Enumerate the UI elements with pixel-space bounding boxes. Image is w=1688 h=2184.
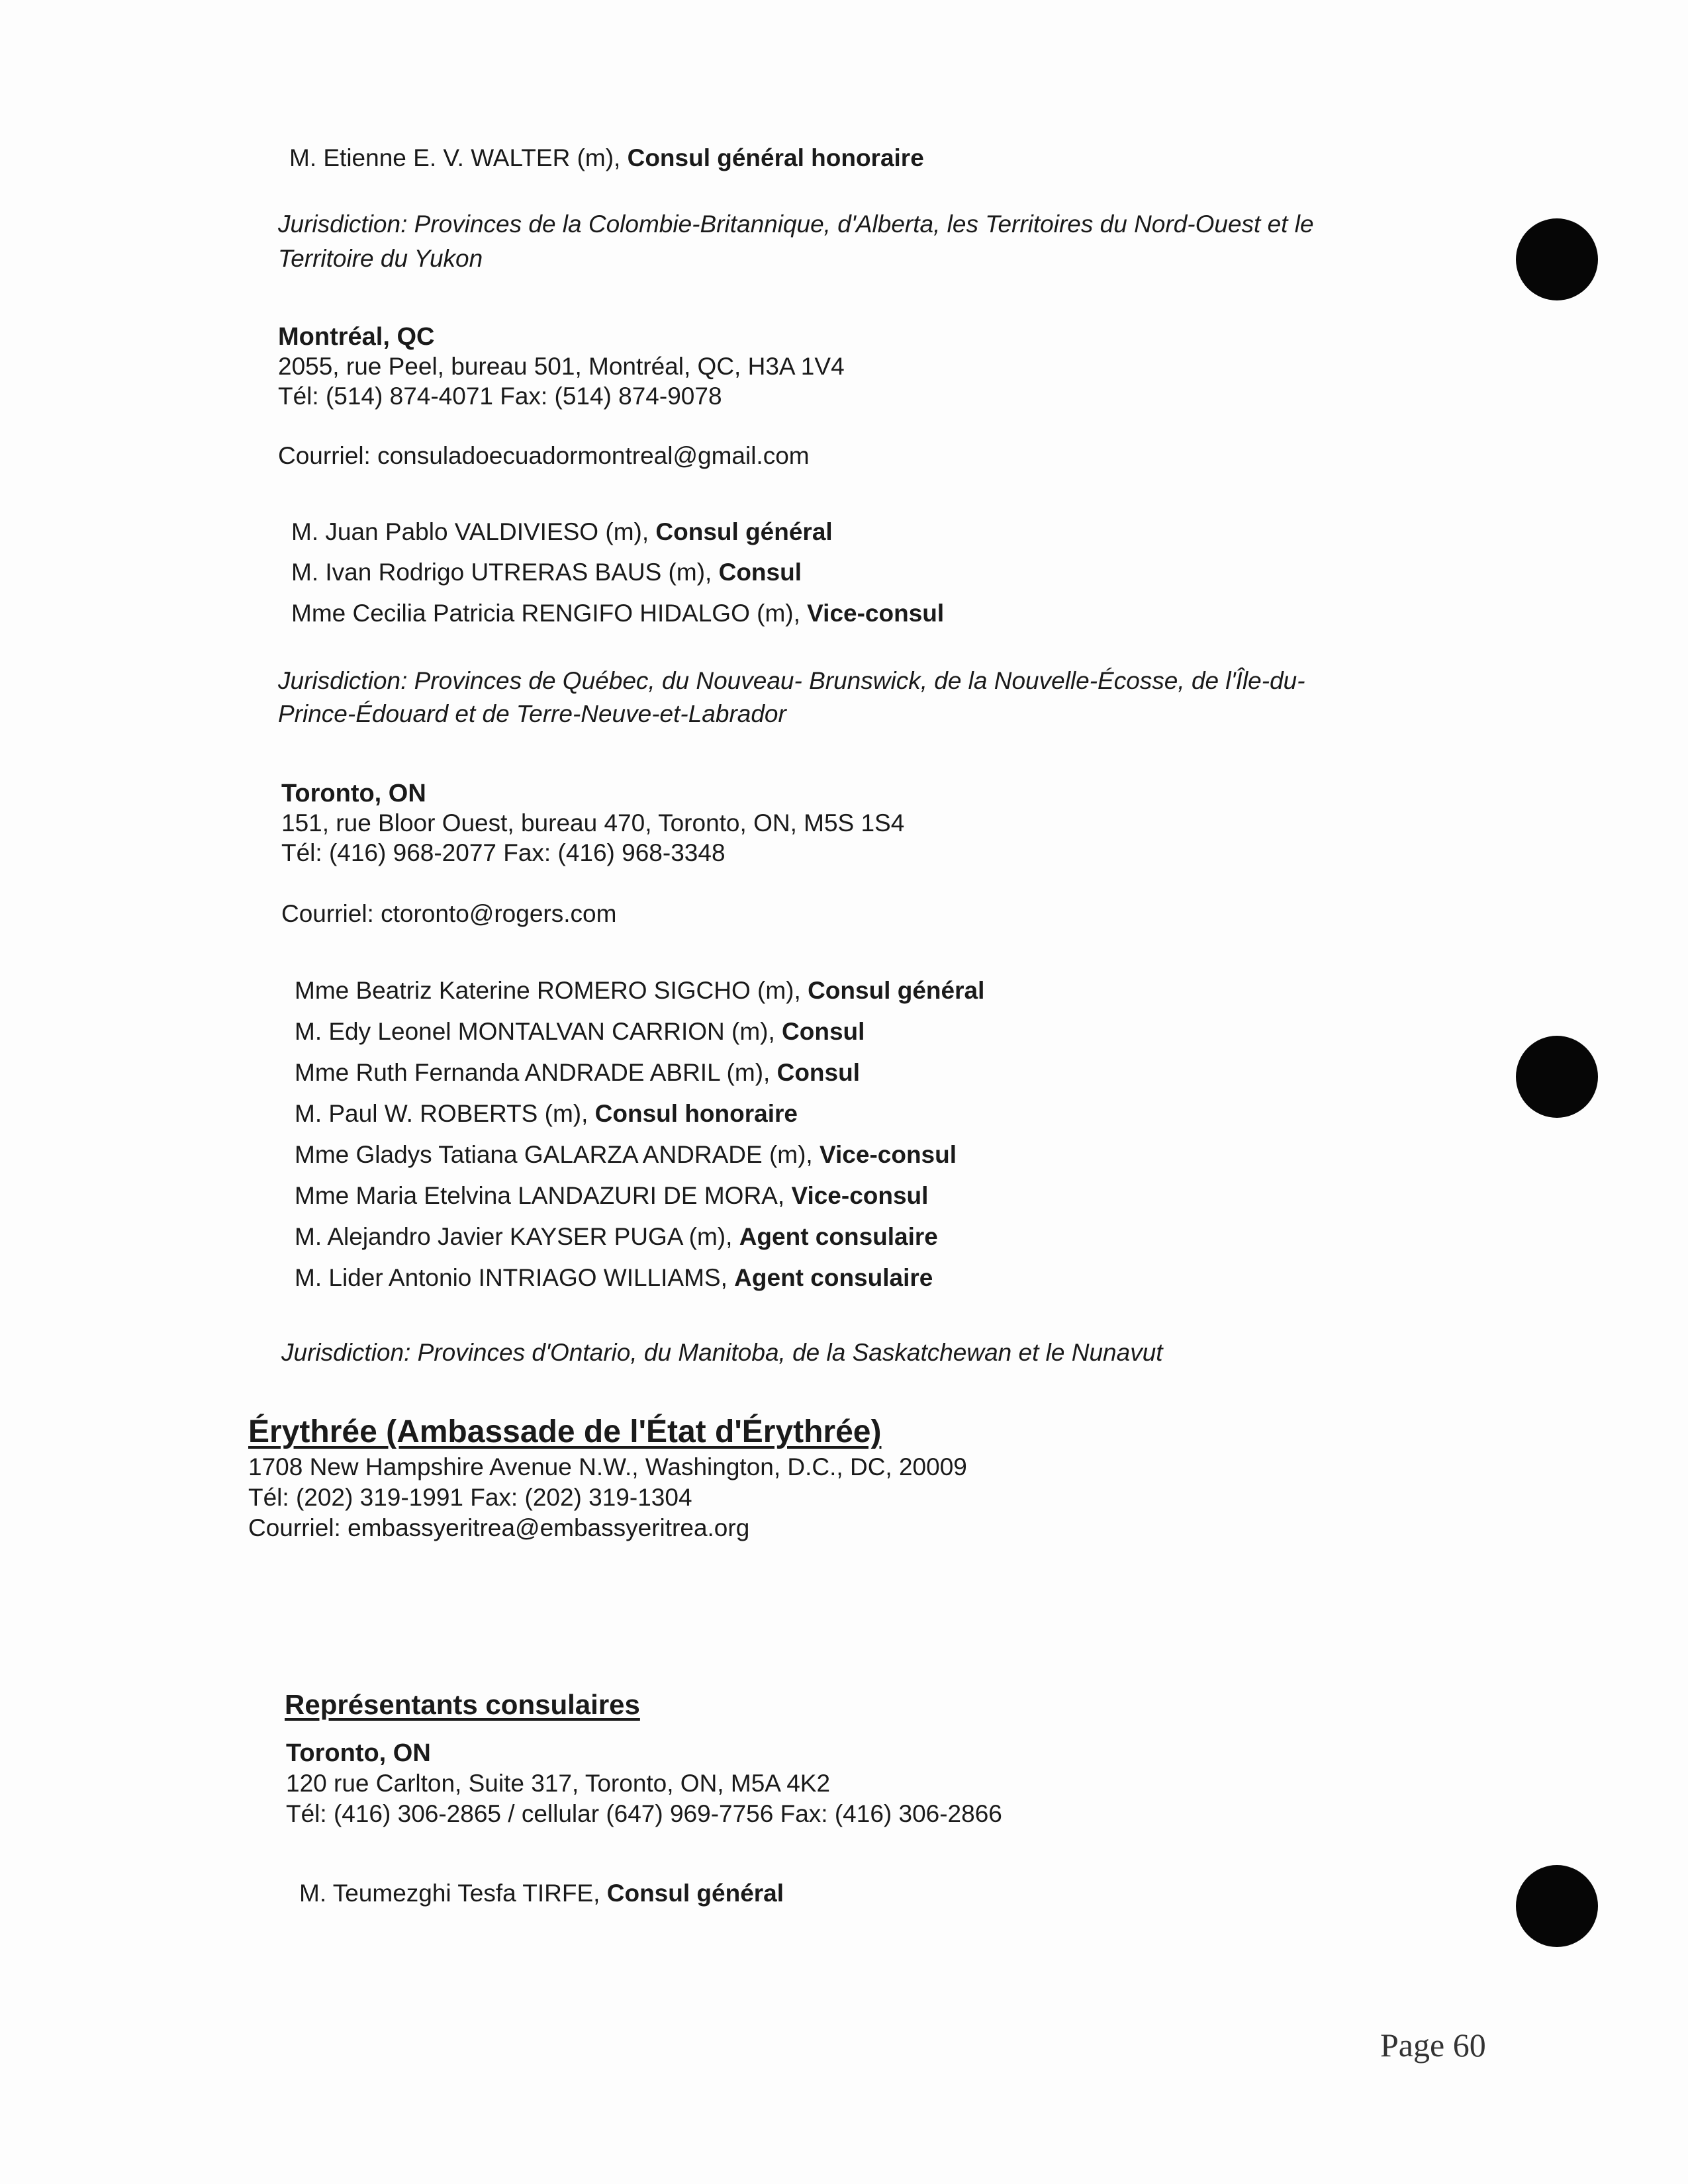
staff-title: Consul <box>782 1018 865 1045</box>
jurisdiction-line: Jurisdiction: Provinces d'Ontario, du Manitoba, de la Saskatchewan et le Nunavut <box>281 1339 1163 1366</box>
city-heading: Montréal, QC <box>278 323 435 351</box>
staff-entry <box>295 978 984 1003</box>
staff-title: Consul général <box>606 1880 784 1907</box>
email: Courriel: consuladoecuadormontreal@gmail.com <box>278 442 810 469</box>
staff-title: Vice-consul <box>791 1182 929 1209</box>
staff-name: Mme Maria Etelvina LANDAZURI DE MORA, <box>295 1182 792 1209</box>
staff-entry <box>291 520 833 544</box>
staff-title: Consul <box>718 559 802 586</box>
jurisdiction-line: Prince-Édouard et de Terre-Neuve-et-Labrador <box>278 700 786 727</box>
city-heading: Toronto, ON <box>286 1739 431 1767</box>
city-heading: Toronto, ON <box>281 780 426 807</box>
jurisdiction-line: Territoire du Yukon <box>278 245 483 272</box>
staff-name: M. Lider Antonio INTRIAGO WILLIAMS, <box>295 1264 735 1291</box>
staff-title: Agent consulaire <box>734 1264 933 1291</box>
staff-entry <box>295 1224 938 1249</box>
staff-title: Consul honoraire <box>594 1100 798 1127</box>
staff-entry <box>299 1881 784 1905</box>
staff-entry <box>295 1060 860 1085</box>
staff-entry <box>291 560 802 584</box>
staff-name: M. Ivan Rodrigo UTRERAS BAUS (m), <box>291 559 719 586</box>
address: 120 rue Carlton, Suite 317, Toronto, ON, M5A 4K2 <box>286 1770 831 1797</box>
phone-fax: Tél: (416) 306-2865 / cellular (647) 969-7756 Fax: (416) 306-2866 <box>286 1800 1002 1827</box>
email: Courriel: ctoronto@rogers.com <box>281 900 617 927</box>
country-heading: Érythrée (Ambassade de l'État d'Érythrée) <box>248 1414 882 1449</box>
phone-fax: Tél: (202) 319-1991 Fax: (202) 319-1304 <box>248 1484 692 1511</box>
jurisdiction-line: Jurisdiction: Provinces de la Colombie-Britannique, d'Alberta, les Territoires du Nord-Ouest et le <box>278 210 1314 238</box>
hole-punch <box>1516 1865 1598 1947</box>
staff-title: Vice-consul <box>820 1141 957 1168</box>
staff-name: Mme Ruth Fernanda ANDRADE ABRIL (m), <box>295 1059 777 1086</box>
staff-entry <box>289 146 924 170</box>
phone-fax: Tél: (514) 874-4071 Fax: (514) 874-9078 <box>278 383 722 410</box>
staff-name: M. Paul W. ROBERTS (m), <box>295 1100 595 1127</box>
staff-name: M. Teumezghi Tesfa TIRFE, <box>299 1880 607 1907</box>
page-number: Page 60 <box>1380 2026 1486 2064</box>
staff-name: Mme Gladys Tatiana GALARZA ANDRADE (m), <box>295 1141 820 1168</box>
staff-title: Consul général <box>655 518 833 545</box>
staff-name: M. Etienne E. V. WALTER (m), <box>289 144 628 171</box>
phone-fax: Tél: (416) 968-2077 Fax: (416) 968-3348 <box>281 839 726 866</box>
section-heading: Représentants consulaires <box>285 1689 640 1720</box>
staff-name: M. Edy Leonel MONTALVAN CARRION (m), <box>295 1018 782 1045</box>
staff-name: M. Alejandro Javier KAYSER PUGA (m), <box>295 1223 739 1250</box>
email: Courriel: embassyeritrea@embassyeritrea.org <box>248 1514 750 1541</box>
address: 151, rue Bloor Ouest, bureau 470, Toronto, ON, M5S 1S4 <box>281 809 905 837</box>
jurisdiction-line: Jurisdiction: Provinces de Québec, du Nouveau- Brunswick, de la Nouvelle-Écosse, de l'Île-du- <box>278 667 1305 694</box>
staff-name: Mme Cecilia Patricia RENGIFO HIDALGO (m), <box>291 600 808 627</box>
staff-entry <box>291 601 944 625</box>
staff-title: Vice-consul <box>807 600 945 627</box>
staff-title: Consul <box>776 1059 860 1086</box>
staff-title: Consul général <box>808 977 985 1004</box>
staff-title: Consul général honoraire <box>627 144 924 171</box>
staff-entry <box>295 1265 933 1290</box>
staff-entry <box>295 1019 865 1044</box>
staff-name: M. Juan Pablo VALDIVIESO (m), <box>291 518 656 545</box>
staff-entry <box>295 1142 957 1167</box>
staff-entry <box>295 1101 798 1126</box>
address: 2055, rue Peel, bureau 501, Montréal, QC, H3A 1V4 <box>278 353 845 380</box>
staff-title: Agent consulaire <box>739 1223 938 1250</box>
staff-name: Mme Beatriz Katerine ROMERO SIGCHO (m), <box>295 977 808 1004</box>
hole-punch <box>1516 218 1598 300</box>
address: 1708 New Hampshire Avenue N.W., Washington, D.C., DC, 20009 <box>248 1453 967 1480</box>
hole-punch <box>1516 1036 1598 1118</box>
staff-entry <box>295 1183 928 1208</box>
